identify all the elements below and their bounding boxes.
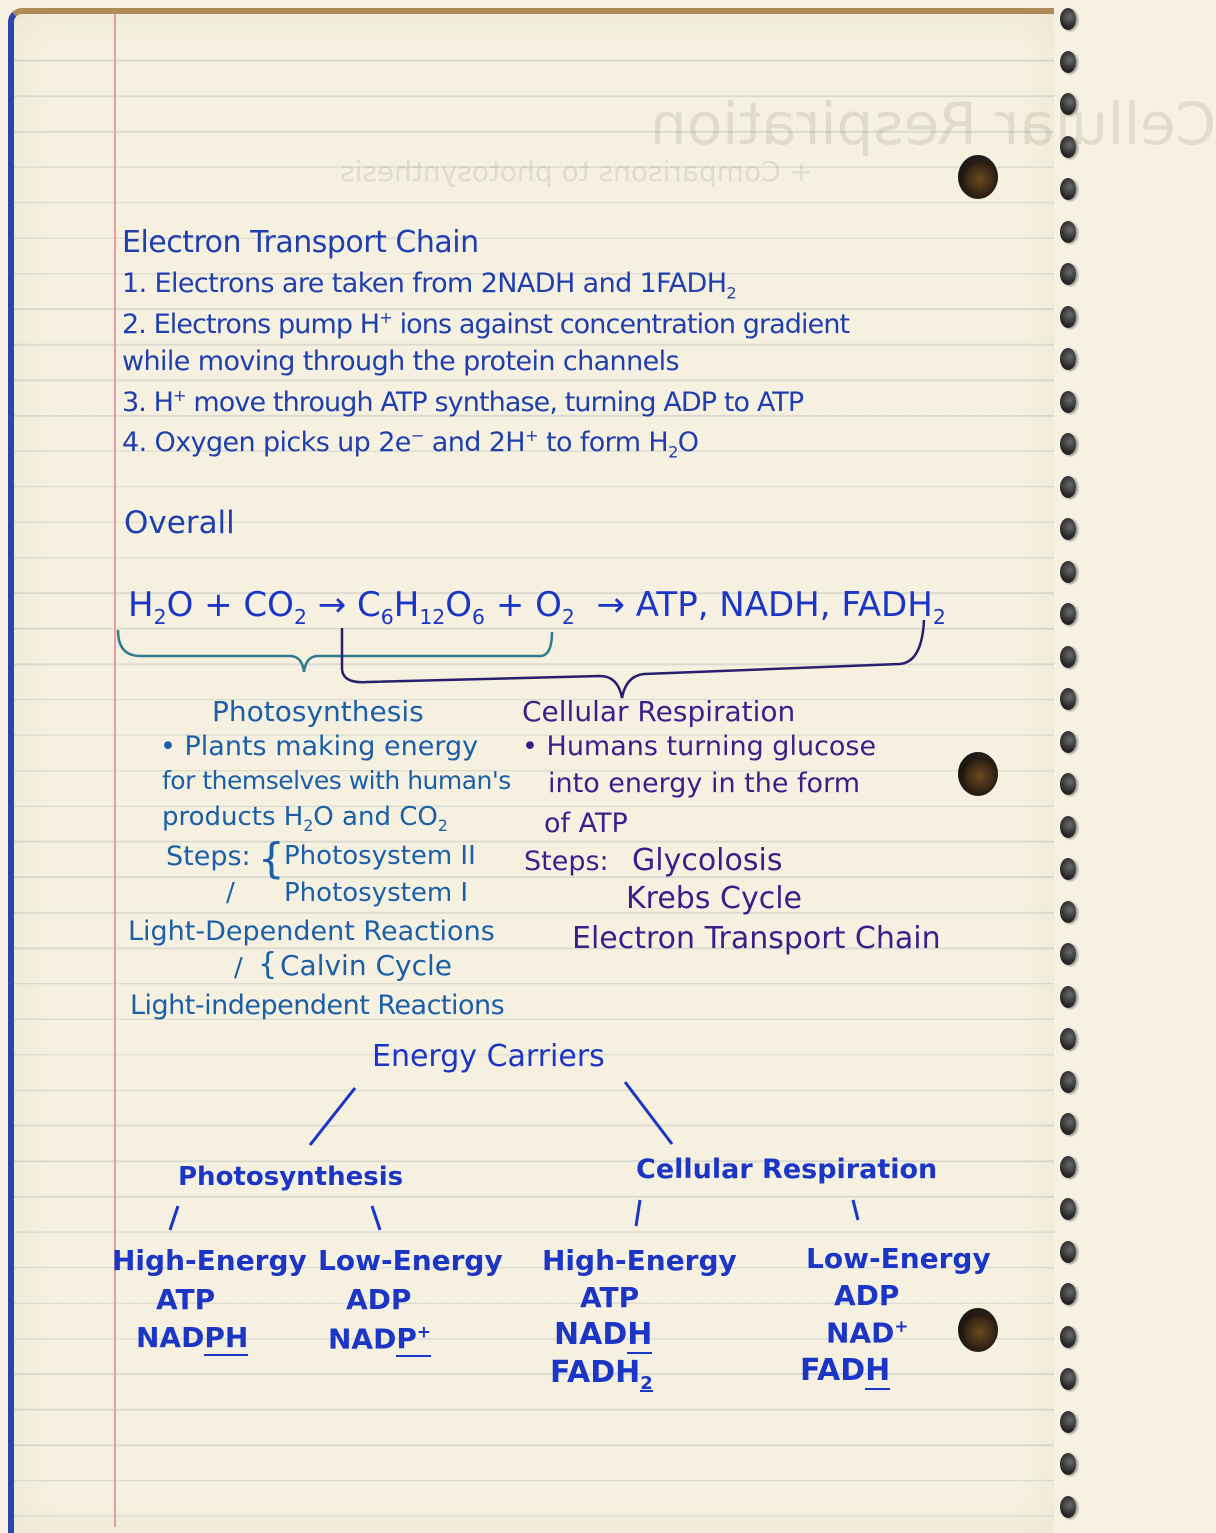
slash-icon: / (234, 953, 243, 983)
etc-step-2-cont: while moving through the protein channels (122, 346, 679, 377)
cr-bullet: • Humans turning glucose (522, 731, 877, 762)
light-independent-label: Light-independent Reactions (130, 990, 505, 1021)
ps-low-adp: ADP (346, 1283, 412, 1316)
cr-high-nadh: NADH (554, 1317, 653, 1352)
light-dependent-label: Light-Dependent Reactions (128, 916, 495, 947)
tree-line (310, 1088, 355, 1145)
overall-equation: $H_2O + CO_2 \to C_6H_{12}O_6 + O_2$ → ATP, NADH, $FADH_2$ (128, 585, 946, 629)
etc-step-4: 4. Oxygen picks up 2e− and 2H+ to form $H_2O$ (122, 426, 699, 462)
step-photosystem-i: Photosystem I (284, 878, 469, 908)
ps-high-energy-label: High-Energy (112, 1244, 307, 1277)
cr-low-fadh: FADH (800, 1353, 891, 1388)
photosynthesis-line-1: for themselves with human's (162, 766, 511, 795)
cr-low-nad: NAD+ (826, 1316, 909, 1350)
ps-low-nadp: NADP+ (328, 1322, 431, 1356)
etc-step-3: 3. H+ move through ATP synthase, turning ADP to ATP (122, 386, 804, 418)
energy-carriers-title: Energy Carriers (372, 1039, 605, 1074)
ec-cellular-respiration: Cellular Respiration (636, 1154, 938, 1185)
ps-high-atp: ATP (156, 1283, 216, 1316)
cr-line-2: of ATP (544, 808, 628, 839)
ec-photosynthesis: Photosynthesis (178, 1162, 404, 1192)
cr-low-energy-label: Low-Energy (806, 1242, 991, 1275)
step-calvin-cycle: Calvin Cycle (280, 949, 453, 982)
slash-icon: / (226, 878, 235, 908)
step-etc: Electron Transport Chain (572, 921, 941, 956)
cr-high-fadh2: $FADH_2$ (550, 1355, 653, 1394)
ps-low-energy-label: Low-Energy (318, 1244, 503, 1277)
step-krebs-cycle: Krebs Cycle (626, 881, 803, 916)
photosynthesis-line-2: products $H_2O$ and $CO_2$ (162, 802, 448, 836)
brace-icon: { (258, 834, 285, 883)
cr-line-1: into energy in the form (548, 768, 861, 799)
step-glycolosis: Glycolosis (632, 843, 783, 878)
photosynthesis-steps-label: Steps: (166, 841, 251, 872)
respiration-brace (342, 620, 924, 698)
brace-icon: { (258, 947, 278, 982)
etc-step-1: 1. Electrons are taken from 2NADH and $1FADH_2$ (122, 268, 737, 303)
cr-steps-label: Steps: (524, 846, 609, 877)
photosynthesis-bullet: • Plants making energy (160, 731, 479, 762)
ps-high-nadph: NADPH (136, 1321, 249, 1354)
cr-title: Cellular Respiration (522, 695, 796, 728)
cr-low-adp: ADP (834, 1279, 900, 1312)
etc-step-2: 2. Electrons pump H+ ions against concentration gradient (122, 308, 850, 340)
bleed-through-title: Cellular (995, 90, 1216, 158)
cr-high-energy-label: High-Energy (542, 1244, 737, 1277)
cr-high-atp: ATP (580, 1281, 640, 1314)
etc-heading: Electron Transport Chain (122, 225, 479, 260)
tree-line (625, 1082, 672, 1144)
step-photosystem-ii: Photosystem II (284, 841, 476, 871)
overall-label: Overall (124, 505, 235, 541)
photosynthesis-title: Photosynthesis (212, 695, 424, 728)
photosynthesis-brace (118, 630, 552, 672)
